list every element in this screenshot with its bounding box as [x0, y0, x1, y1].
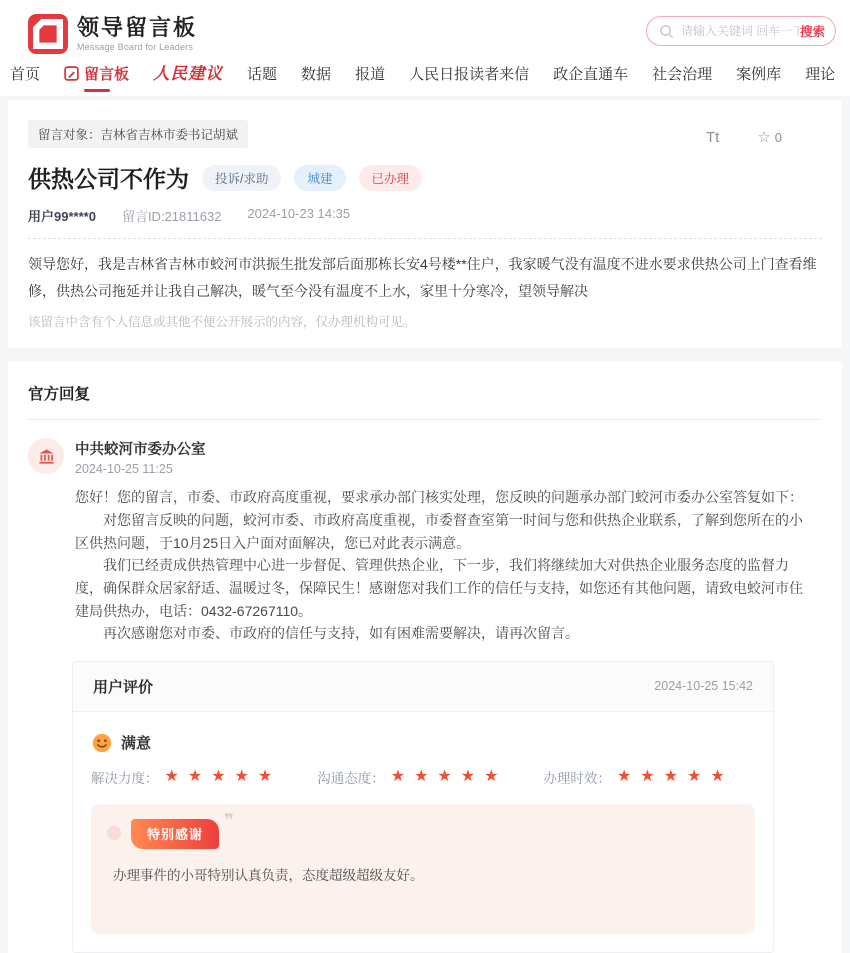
official-reply-card	[8, 362, 842, 953]
comment-box	[91, 804, 755, 934]
reply-paragraph: 再次感谢您对市委、市政府的信任与支持，如有困难需要解决，请再次留言。	[103, 625, 579, 642]
tag-status: 已办理	[359, 165, 423, 191]
page-content	[0, 96, 850, 953]
message-id: 留言ID:21811632	[121, 209, 222, 224]
star-rating-icons: ★★★★★	[164, 767, 282, 785]
message-date: 2024-10-23 14:35	[247, 206, 351, 221]
special-thanks-badge: 特别感谢 ❞	[131, 819, 219, 849]
evaluation-date: 2024-10-25 15:42	[654, 679, 753, 694]
nav-item-theory[interactable]: 理论	[805, 66, 836, 83]
page-title: 供热公司不作为	[28, 166, 189, 192]
rating-communication: 沟通态度： ★★★★★	[317, 767, 508, 786]
search-box[interactable]	[646, 16, 836, 46]
reply-org-name: 中共蛟河市委办公室	[75, 442, 206, 459]
nav-item-peoples-suggestions[interactable]: 人民建议	[153, 65, 224, 83]
reply-date: 2024-10-25 11:25	[75, 462, 173, 477]
user-comment: 办理事件的小哥特别认真负责，态度超级超级友好。	[113, 867, 424, 883]
edit-board-icon	[64, 66, 79, 81]
nav-item-home[interactable]: 首页	[10, 66, 41, 83]
avatar	[28, 438, 64, 474]
divider	[28, 419, 822, 420]
rating-resolution: 解决力度： ★★★★★	[91, 767, 282, 786]
logo-title: 领导留言板	[77, 14, 198, 40]
nav-item-gov-enterprise[interactable]: 政企直通车	[553, 66, 629, 83]
favorite-button[interactable]	[757, 128, 782, 146]
tag-category: 投诉/求助	[202, 165, 281, 191]
reply-body	[75, 486, 807, 645]
tag-domain: 城建	[294, 165, 345, 191]
font-size-icon[interactable]: Tt	[705, 128, 720, 146]
star-outline-icon: ☆	[757, 129, 771, 146]
nav-item-social-governance[interactable]: 社会治理	[652, 66, 713, 83]
logo-icon	[28, 14, 68, 54]
star-rating-icons: ★★★★★	[390, 767, 508, 785]
ratings-row	[91, 767, 755, 787]
site-header	[0, 0, 850, 96]
logo-subtitle: Message Board for Leaders	[77, 42, 194, 53]
reply-paragraph: 我们已经责成供热管理中心进一步督促、管理供热企业，下一步，我们将继续加大对供热企业服务态度的监督力度，确保群众居家舒适、温暖过冬，保障民生！感谢您对我们工作的信任与支持，如您还有其他问题，请致电蛟河市住建局供热办，电话：0432-67267110。	[75, 557, 803, 619]
decorative-dot	[107, 826, 121, 840]
nav-item-label: 留言板	[84, 66, 130, 83]
search-icon	[659, 24, 674, 39]
message-body: 领导您好，我是吉林省吉林市蛟河市洪振生批发部后面那栋长安4号楼**住户，我家暖气没有温度不进水要求供热公司上门查看维修，供热公司拖延并让我自己解决，暖气至今没有温度不上水，家里十分寒冷，望领导解决	[28, 256, 817, 299]
satisfaction-label: 满意	[121, 735, 152, 753]
message-card	[8, 100, 842, 348]
government-building-icon	[37, 447, 56, 466]
nav-item-reports[interactable]: 报道	[355, 66, 386, 83]
search-button[interactable]: 搜索	[799, 25, 825, 39]
user-evaluation-box	[72, 661, 774, 953]
smiley-face-icon	[91, 732, 113, 754]
reply-section-title: 官方回复	[28, 386, 91, 404]
nav-item-message-board[interactable]	[64, 63, 129, 96]
nav-item-data[interactable]: 数据	[301, 66, 332, 83]
rating-timeliness: 办理时效： ★★★★★	[543, 767, 734, 786]
message-target-chip: 留言对象：吉林省吉林市委书记胡斌	[28, 120, 248, 148]
site-logo[interactable]	[28, 14, 197, 54]
nav-item-readers-letters[interactable]: 人民日报读者来信	[409, 66, 530, 83]
nav-item-topics[interactable]: 话题	[247, 66, 278, 83]
divider	[28, 238, 822, 239]
search-input[interactable]	[681, 24, 800, 38]
nav-item-case-library[interactable]: 案例库	[736, 66, 782, 83]
star-rating-icons: ★★★★★	[616, 767, 734, 785]
reply-paragraph: 您好！您的留言，市委、市政府高度重视，要求承办部门核实处理，您反映的问题承办部门蛟河市委办公室答复如下：	[75, 489, 803, 506]
message-user: 用户99****0	[28, 209, 96, 224]
favorite-count: 0	[774, 129, 782, 145]
privacy-note: 该留言中含有个人信息或其他不便公开展示的内容，仅办理机构可见。	[28, 315, 416, 330]
reply-paragraph: 对您留言反映的问题，蛟河市委、市政府高度重视，市委督查室第一时间与您和供热企业联系，了解到您所在的小区供热问题，于10月25日入户面对面解决，您已对此表示满意。	[75, 511, 803, 551]
main-nav	[0, 58, 850, 96]
evaluation-section-title: 用户评价	[93, 678, 154, 696]
quote-icon: ❞	[224, 810, 236, 830]
